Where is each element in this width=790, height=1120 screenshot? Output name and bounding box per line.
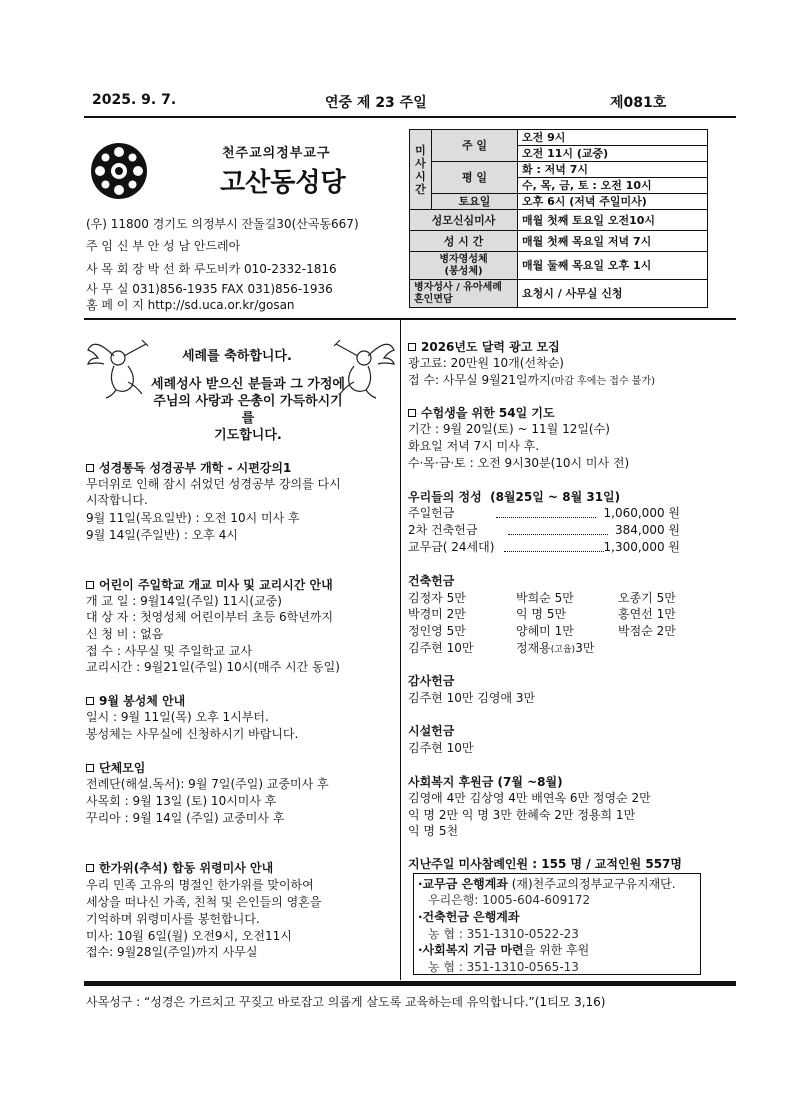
bank-accounts-box [413,873,701,975]
sunday-mass-1: 오전 9시 [518,130,708,146]
diocese-name: 천주교의정부교구 [222,146,331,161]
weekday-mass-2: 수, 목, 금, 토 : 오전 10시 [518,178,708,194]
mass-times-label: 미 사 시 간 [410,130,432,210]
sunday-school-line: 개 교 일 : 9월14일(주일) 11시(교중) [86,594,282,608]
welfare-line: 익 명 2만 익 명 3만 한혜숙 2만 정용희 1만 [408,808,636,822]
welfare-line: 김영애 4만 김상영 4만 배연옥 6만 정영순 2만 [408,791,651,805]
adoration-time: 매월 첫째 목요일 저녁 7시 [518,231,708,252]
offering-row: 2차 건축헌금 384,000 원 [408,523,680,537]
offering-row: 주일헌금 1,060,000 원 [408,506,680,520]
sunday-mass-2: 오전 11시 (교중) [518,146,708,162]
exam-prayer-line: 기간 : 9월 20일(토) ~ 11월 12일(수) [408,422,610,436]
parish-logo-icon [90,142,148,200]
heart-mass: 매월 첫째 토요일 오전10시 [518,210,708,231]
sunday-school-line: 교리시간 : 9월21일(주일) 10시(매주 시간 동일) [86,660,340,674]
sick-communion-time: 매월 둘째 목요일 오후 1시 [518,252,708,280]
communion-line: 봉성체는 사무실에 신청하시기 바랍니다. [86,727,299,741]
calendar-ad-title: 2026년도 달력 광고 모집 [408,339,560,355]
request-label: 병자성사 / 유아세례 혼인면담 [410,280,518,308]
welfare-title: 사회복지 후원금 (7월 ~8월) [408,775,563,789]
baptism-title: 세례를 축하합니다. [182,349,292,364]
bible-study-title: 성경통독 성경공부 개학 - 시편강의1 [86,460,291,476]
account-welfare: ·사회복지 기금 마련을 위한 후원 [418,943,590,957]
footer-rule [84,981,736,986]
parish-homepage: 홈 페 이 지 http://sd.uca.or.kr/gosan [86,298,295,312]
heart-mass-label: 성모신심미사 [410,210,518,231]
section-rule [84,318,736,320]
issue-number: 제081호 [610,95,667,111]
groups-line: 전례단(해설.독서): 9월 7일(주일) 교중미사 후 [86,777,329,791]
mass-schedule-table [409,129,708,308]
angel-left-icon [84,326,152,400]
bible-study-line: 무더위로 인해 잠시 쉬었던 성경공부 강의를 다시 [86,477,341,491]
chuseok-line: 기억하며 위령미사를 봉헌합니다. [86,912,260,926]
liturgical-week: 연중 제 23 주일 [325,95,427,111]
bible-study-line: 시작합니다. [86,493,148,507]
bible-study-line: 9월 14일(주일반) : 오후 4시 [86,528,238,542]
chuseok-line: 세상을 떠나신 가족, 친척 및 은인들의 영혼을 [86,895,322,909]
building-title: 건축헌금 [408,574,455,588]
chuseok-line: 우리 민족 고유의 명절인 한가위를 맞이하여 [86,878,314,892]
account-welfare-number: 농 협 : 351-1310-0565-13 [428,960,579,974]
attendance: 지난주일 미사참례인원 : 155 명 / 교적인원 557명 [408,857,682,871]
communion-title: 9월 봉성체 안내 [86,693,185,709]
parish-name: 고산동성당 [220,168,346,198]
parish-motto: 사목성구 : “성경은 가르치고 꾸짖고 바로잡고 의롭게 살도록 교육하는데 유익합니다.”(1티모 3,16) [86,995,606,1009]
welfare-line: 익 명 5천 [408,824,459,838]
calendar-ad-line: 접 수: 사무실 9월21일까지(마감 후에는 접수 불가) [408,373,656,387]
bulletin-date: 2025. 9. 7. [92,92,177,108]
parish-pastor: 주 임 신 부 안 성 남 안드레아 [86,239,241,253]
weekday-label: 평 일 [432,162,518,194]
chuseok-title: 한가위(추석) 합동 위령미사 안내 [86,860,273,876]
exam-prayer-line: 수·목·금·토 : 오전 9시30분(10시 미사 전) [408,456,630,470]
groups-title: 단체모임 [86,760,145,776]
saturday-mass: 오후 6시 (저녁 주일미사) [518,194,708,210]
facility-line: 김주현 10만 [408,741,474,755]
sunday-school-title: 어린이 주일학교 개교 미사 및 교리시간 안내 [86,577,333,593]
account-building-number: 농 협 : 351-1310-0522-23 [428,927,579,941]
chuseok-line: 미사: 10월 6일(월) 오전9시, 오전11시 [86,929,292,943]
calendar-ad-line: 광고료: 20만원 10개(선착순) [408,356,564,370]
sunday-school-line: 대 상 자 : 첫영성체 어린이부터 초등 6학년까지 [86,610,334,624]
parish-address: (우) 11800 경기도 의정부시 잔돌길30(산곡동667) [86,217,359,231]
facility-title: 시설헌금 [408,724,455,738]
saturday-label: 토요일 [432,194,518,210]
sick-communion-label: 병자영성체 (봉성체) [410,252,518,280]
sunday-label: 주 일 [432,130,518,162]
baptism-message: 세례성사 받으신 분들과 그 가정에 주님의 사랑과 은총이 가득하시기를 기도합니다. [151,377,345,443]
exam-prayer-title: 수험생을 위한 54일 기도 [408,405,555,421]
communion-line: 일시 : 9월 11일(목) 오후 1시부터. [86,710,269,724]
request-info: 요청시 / 사무실 신청 [518,280,708,308]
account-tithe-number: 우리은행: 1005-604-609172 [428,893,591,907]
groups-line: 사목회 : 9월 13일 (토) 10시미사 후 [86,794,277,808]
offering-title: 우리들의 정성 (8월25일 ~ 8월 31일) [408,490,621,504]
adoration-label: 성 시 간 [410,231,518,252]
chuseok-line: 접수: 9월28일(주일)까지 사무실 [86,945,258,959]
account-tithe: ·교무금 은행계좌 (재)천주교의정부교구유지재단. [418,877,676,891]
parish-council: 사 목 회 장 박 선 화 루도비카 010-2332-1816 [86,262,337,276]
column-divider [400,320,401,980]
header-rule [84,116,736,118]
exam-prayer-line: 화요일 저녁 7시 미사 후. [408,439,540,453]
thanks-title: 감사헌금 [408,674,455,688]
account-building: ·건축헌금 은행계좌 [418,910,520,924]
weekday-mass-1: 화 : 저녁 7시 [518,162,708,178]
thanks-line: 김주현 10만 김영애 3만 [408,691,536,705]
parish-office: 사 무 실 031)856-1935 FAX 031)856-1936 [86,282,333,296]
sunday-school-line: 접 수 : 사무실 및 주일학교 교사 [86,644,253,658]
sunday-school-line: 신 청 비 : 없음 [86,627,164,641]
bible-study-line: 9월 11일(목요일반) : 오전 10시 미사 후 [86,511,300,525]
offering-row: 교무금( 24세대) 1,300,000 원 [408,540,680,554]
groups-line: 꾸리아 : 9월 14일 (주일) 교중미사 후 [86,811,285,825]
